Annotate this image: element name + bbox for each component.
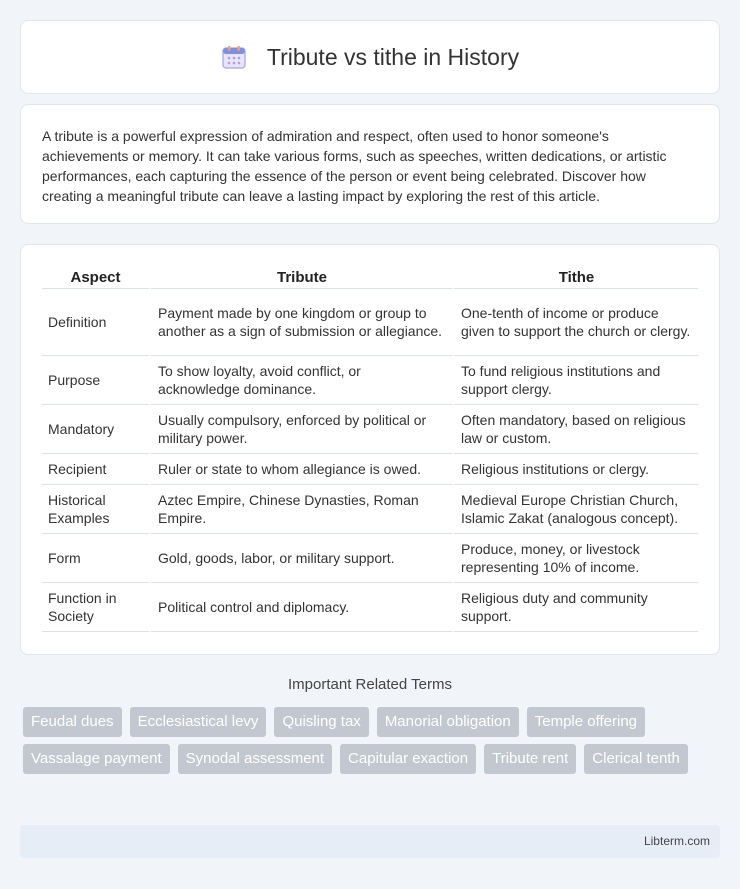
cell-aspect: Historical Examples [42, 485, 149, 534]
tag-capitular-exaction[interactable]: Capitular exaction [340, 744, 476, 774]
cell-tribute: To show loyalty, avoid conflict, or acknowledge dominance. [149, 356, 452, 405]
comparison-table [42, 265, 698, 632]
footer [20, 825, 720, 858]
page-title: Tribute vs tithe in History [266, 43, 520, 70]
tag-tribute-rent[interactable]: Tribute rent [484, 744, 576, 774]
tag-ecclesiastical-levy[interactable]: Ecclesiastical levy [130, 707, 267, 737]
cell-tribute: Aztec Empire, Chinese Dynasties, Roman Empire. [149, 485, 452, 534]
tag-feudal-dues[interactable]: Feudal dues [23, 707, 122, 737]
cell-tithe: Religious duty and community support. [452, 583, 698, 632]
cell-aspect: Recipient [42, 454, 149, 485]
header-tribute: Tribute [149, 265, 452, 289]
cell-tribute: Usually compulsory, enforced by political or military power. [149, 405, 452, 454]
table-row [42, 534, 698, 583]
cell-aspect: Mandatory [42, 405, 149, 454]
cell-tithe: Produce, money, or livestock representing 10% of income. [452, 534, 698, 583]
tag-synodal-assessment[interactable]: Synodal assessment [178, 744, 332, 774]
header-tithe: Tithe [452, 265, 698, 289]
cell-aspect: Definition [42, 289, 149, 356]
table-row [42, 405, 698, 454]
table-row [42, 454, 698, 485]
calendar-icon [221, 44, 247, 70]
tag-clerical-tenth[interactable]: Clerical tenth [584, 744, 688, 774]
table-row [42, 485, 698, 534]
table-row [42, 289, 698, 356]
cell-tribute: Political control and diplomacy. [149, 583, 452, 632]
cell-tithe: Religious institutions or clergy. [452, 454, 698, 485]
header-card [20, 20, 720, 94]
tag-manorial-obligation[interactable]: Manorial obligation [377, 707, 519, 737]
cell-tribute: Gold, goods, labor, or military support. [149, 534, 452, 583]
table-row [42, 583, 698, 632]
intro-text: A tribute is a powerful expression of admiration and respect, often used to honor someone's achievements or memory. It can take various forms, such as speeches, written dedications, or artistic performances, each capturing the essence of the person or event being celebrated. Discover how creating a meaningful tribute can leave a lasting impact by exploring the rest of this article. [42, 128, 667, 204]
related-terms-title: Important Related Terms [288, 676, 452, 693]
cell-aspect: Purpose [42, 356, 149, 405]
tag-temple-offering[interactable]: Temple offering [527, 707, 645, 737]
cell-tithe: One-tenth of income or produce given to support the church or clergy. [452, 289, 698, 356]
cell-tithe: To fund religious institutions and support clergy. [452, 356, 698, 405]
cell-tribute: Payment made by one kingdom or group to another as a sign of submission or allegiance. [149, 289, 452, 356]
cell-aspect: Form [42, 534, 149, 583]
cell-tithe: Medieval Europe Christian Church, Islamic Zakat (analogous concept). [452, 485, 698, 534]
cell-tithe: Often mandatory, based on religious law or custom. [452, 405, 698, 454]
table-header-row [42, 265, 698, 289]
cell-tribute: Ruler or state to whom allegiance is owed. [149, 454, 452, 485]
intro-card [20, 104, 720, 224]
header-aspect: Aspect [42, 265, 149, 289]
tag-quisling-tax[interactable]: Quisling tax [274, 707, 368, 737]
table-row [42, 356, 698, 405]
footer-brand-link[interactable]: Libterm.com [643, 834, 710, 848]
cell-aspect: Function in Society [42, 583, 149, 632]
related-terms-tags [23, 707, 703, 781]
comparison-table-card [20, 244, 720, 655]
tag-vassalage-payment[interactable]: Vassalage payment [23, 744, 170, 774]
